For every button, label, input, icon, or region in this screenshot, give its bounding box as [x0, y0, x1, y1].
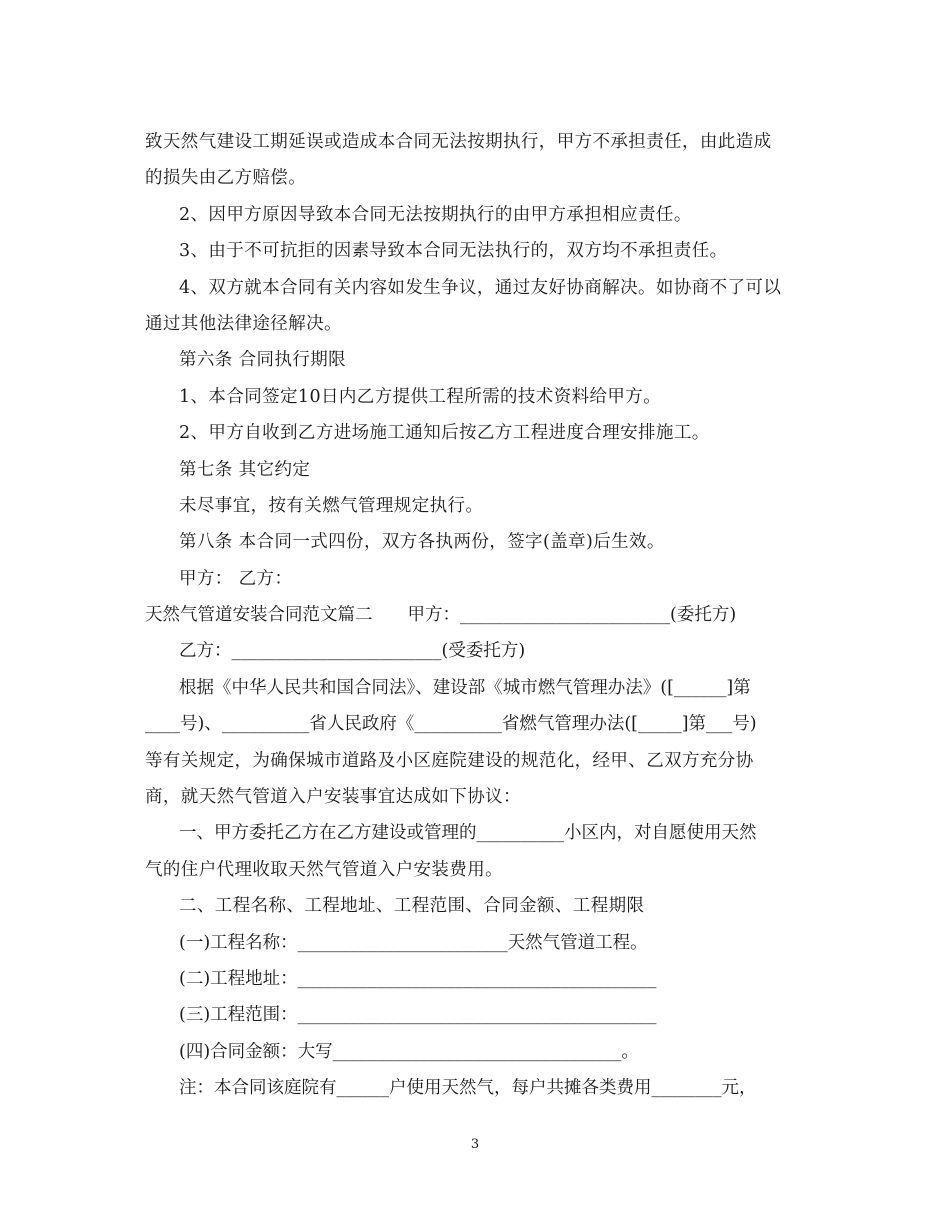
form-field-line: (二)工程地址：_________________________________________: [179, 968, 657, 989]
paragraph-line: 1、本合同签定10日内乙方提供工程所需的技术资料给甲方。: [179, 386, 662, 407]
paragraph-line: 2、因甲方原因导致本合同无法按期执行的由甲方承担相应责任。: [179, 204, 692, 225]
paragraph-line: 一、甲方委托乙方在乙方建设或管理的__________小区内，对自愿使用天然: [179, 823, 757, 844]
paragraph-line: 4、双方就本合同有关内容如发生争议，通过友好协商解决。如协商不了可以: [179, 277, 782, 298]
form-field-line: (四)合同金额：大写_________________________________。: [179, 1041, 639, 1062]
party-b-line: 乙方：________________________(受委托方): [179, 641, 526, 662]
page-number: 3: [470, 1137, 480, 1152]
paragraph-line: 致天然气建设工期延误或造成本合同无法按期执行，甲方不承担责任，由此造成: [145, 132, 772, 152]
article-title-line: 天然气管道安装合同范文篇二 甲方：________________________(委托方): [145, 605, 737, 626]
paragraph-line: 气的住户代理收取天然气管道入户安装费用。: [145, 859, 503, 880]
section-heading: 第八条 本合同一式四份，双方各执两份，签字(盖章)后生效。: [179, 532, 665, 553]
paragraph-line: 根据《中华人民共和国合同法》、建设部《城市燃气管理办法》([______]第: [179, 677, 751, 698]
paragraph-line: 注：本合同该庭院有______户使用天然气，每户共摊各类费用________元，: [179, 1078, 757, 1099]
form-field-line: (一)工程名称：________________________天然气管道工程。: [179, 932, 648, 953]
paragraph-line: 商，就天然气管道入户安装事宜达成如下协议：: [145, 787, 521, 808]
section-heading: 第六条 合同执行期限: [179, 350, 347, 371]
paragraph-line: 3、由于不可抗拒的因素导致本合同无法执行的，双方均不承担责任。: [179, 241, 728, 262]
section-heading: 二、工程名称、工程地址、工程范围、合同金额、工程期限: [179, 896, 645, 917]
paragraph-line: 未尽事宜，按有关燃气管理规定执行。: [179, 495, 484, 516]
section-heading: 第七条 其它约定: [179, 459, 311, 480]
paragraph-line: 等有关规定，为确保城市道路及小区庭院建设的规范化，经甲、乙双方充分协: [145, 750, 754, 771]
paragraph-line: 的损失由乙方赔偿。: [145, 168, 307, 189]
paragraph-line: 通过其他法律途径解决。: [145, 313, 342, 334]
form-field-line: (三)工程范围：_________________________________________: [179, 1005, 657, 1026]
signature-line: 甲方： 乙方：: [179, 568, 293, 589]
document-body: [145, 124, 810, 1107]
paragraph-line: ____号)、__________省人民政府《__________省燃气管理办法([_____]第___号): [145, 714, 757, 735]
paragraph-line: 2、甲方自收到乙方进场施工通知后按乙方工程进度合理安排施工。: [179, 423, 710, 444]
